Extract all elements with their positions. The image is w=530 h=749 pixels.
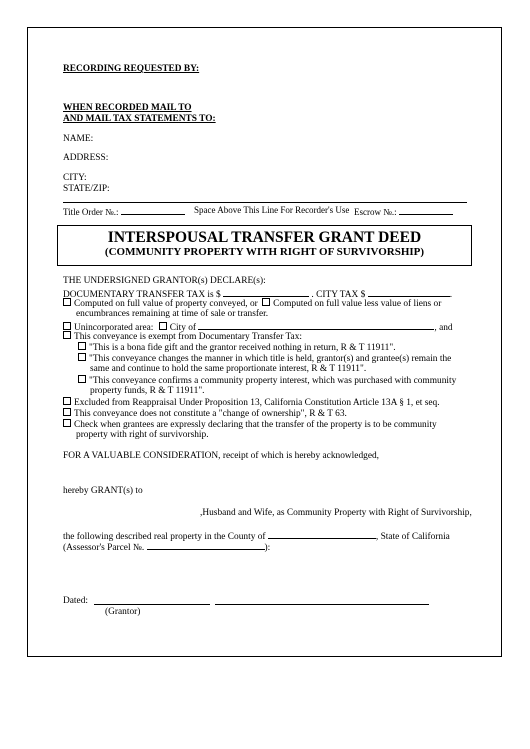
bona-fide-label: "This is a bona fide gift and the grantor received nothing in return, R & T 11911". (89, 343, 396, 353)
county-field[interactable] (268, 529, 376, 539)
city-of-checkbox[interactable] (159, 322, 167, 330)
computed-less-cont: encumbrances remaining at time of sale or transfer. (76, 309, 269, 319)
survivorship-cont: property with right of survivorship. (76, 430, 209, 440)
mail-to-line1: WHEN RECORDED MAIL TO (63, 103, 192, 113)
changes-label: "This conveyance changes the manner in which title is held, grantor(s) and grantee(s) remain the (89, 354, 452, 364)
parcel-end: ): (264, 543, 271, 553)
computed-less-checkbox[interactable] (262, 298, 270, 306)
exempt-checkbox[interactable] (63, 331, 71, 339)
deed-title-box (57, 225, 472, 266)
parcel-line (63, 540, 270, 554)
not-change-checkbox[interactable] (63, 408, 71, 416)
tax-line: DOCUMENTARY TRANSFER TAX is $ . CITY TAX $ . (63, 287, 452, 301)
parcel-field[interactable] (147, 540, 265, 550)
grantor-signature-line[interactable] (215, 604, 429, 605)
unincorporated-label: Unincorporated area: (74, 323, 154, 333)
confirms-label: "This conveyance confirms a community property interest, which was purchased with community (89, 376, 457, 386)
doc-tax-label: DOCUMENTARY TRANSFER TAX is $ (63, 290, 221, 300)
and-label: , and (434, 323, 453, 333)
city-of-label: City of (169, 323, 197, 333)
address-label: ADDRESS: (63, 153, 109, 163)
deed-title: INTERSPOUSAL TRANSFER GRANT DEED (107, 229, 422, 246)
city-tax-label: . CITY TAX $ (311, 290, 366, 300)
bona-fide-checkbox[interactable] (78, 342, 86, 350)
husband-wife-text: ,Husband and Wife, as Community Property with Right of Survivorship, (200, 508, 472, 518)
exempt-label: This conveyance is exempt from Documentary Transfer Tax: (74, 332, 303, 342)
mail-to-line2: AND MAIL TAX STATEMENTS TO: (63, 114, 216, 124)
changes-cont: same and continue to hold the same proportionate interest, R & T 11911". (90, 364, 367, 374)
doc-tax-field[interactable] (223, 287, 309, 297)
title-order-line (63, 205, 185, 218)
grantor-label: (Grantor) (105, 607, 141, 617)
space-above-label: Space Above This Line For Recorder's Use (194, 205, 350, 215)
title-order-field[interactable] (121, 205, 185, 215)
computed-less-label: Computed on full value less value of liens or (273, 299, 442, 309)
city-tax-field[interactable] (368, 287, 450, 297)
unincorporated-checkbox[interactable] (63, 322, 71, 330)
recorder-divider (63, 202, 467, 203)
city-of-field[interactable] (198, 320, 434, 330)
dated-field[interactable] (94, 604, 210, 605)
confirms-cont: property funds, R & T 11911". (90, 386, 205, 396)
declare-heading: THE UNDERSIGNED GRANTOR(s) DECLARE(s): (63, 276, 266, 286)
computed-full-checkbox[interactable] (63, 298, 71, 306)
escrow-label: Escrow №.: (354, 207, 397, 217)
recording-requested-by: RECORDING REQUESTED BY: (63, 64, 200, 74)
county-label: the following described real property in the County of (63, 532, 266, 542)
city-label: CITY: (63, 173, 87, 183)
name-label: NAME: (63, 134, 94, 144)
parcel-label: (Assessor's Parcel №. (63, 543, 145, 553)
computed-full-label: Computed on full value of property conveyed, or (74, 299, 258, 309)
consideration-text: FOR A VALUABLE CONSIDERATION, receipt of which is hereby acknowledged, (63, 451, 380, 461)
escrow-field[interactable] (399, 205, 453, 215)
excluded-label: Excluded from Reappraisal Under Proposition 13, California Constitution Article 13A § 1, et seq. (74, 398, 440, 408)
survivorship-checkbox[interactable] (63, 419, 71, 427)
not-change-label: This conveyance does not constitute a "change of ownership", R & T 63. (74, 409, 347, 419)
deed-subtitle: (COMMUNITY PROPERTY WITH RIGHT OF SURVIVORSHIP) (104, 246, 425, 258)
state-zip-label: STATE/ZIP: (63, 184, 110, 194)
state-label: , State of California (375, 532, 450, 542)
excluded-checkbox[interactable] (63, 397, 71, 405)
survivorship-label: Check when grantees are expressly declaring that the transfer of the property is to be community (74, 420, 437, 430)
dated-label: Dated: (63, 596, 88, 606)
changes-checkbox[interactable] (78, 353, 86, 361)
escrow-line (354, 205, 453, 218)
confirms-checkbox[interactable] (78, 375, 86, 383)
grant-text: hereby GRANT(s) to (63, 486, 143, 496)
title-order-label: Title Order №.: (63, 207, 119, 217)
